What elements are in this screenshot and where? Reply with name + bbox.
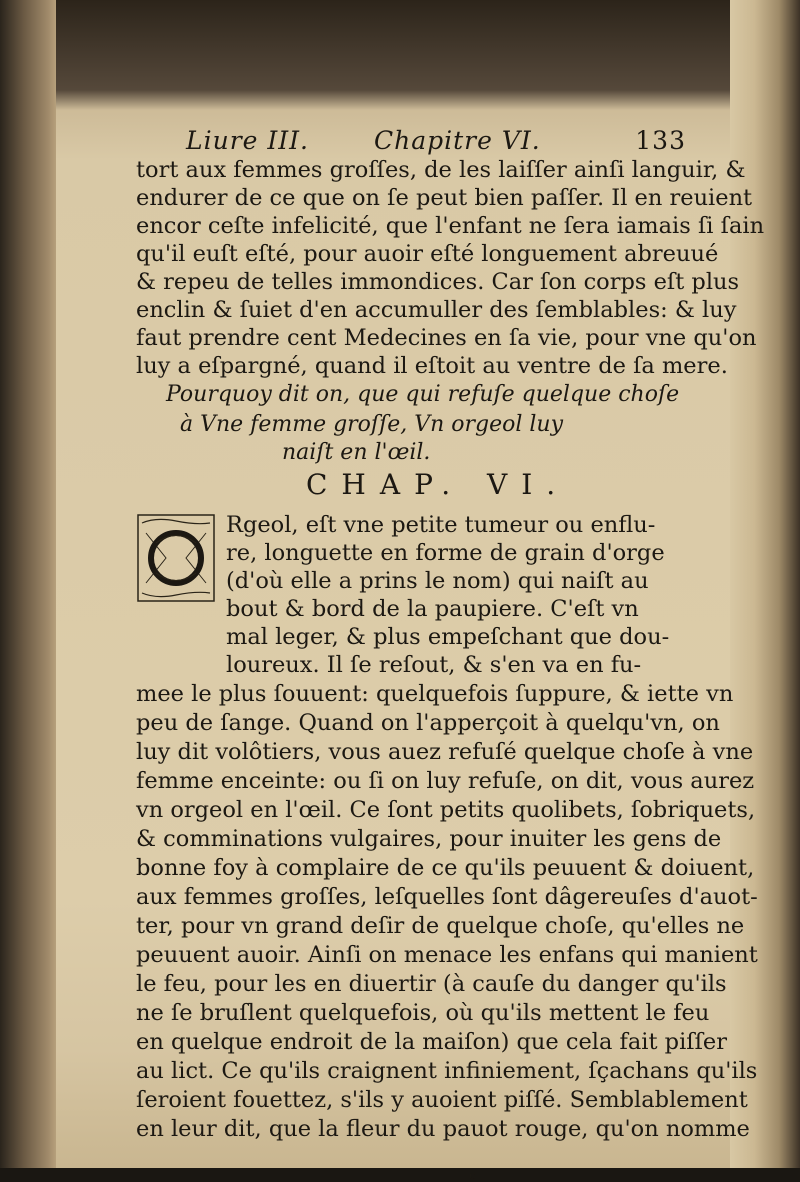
text-line: & repeu de telles immondices. Car ſon corps eſt plus (136, 269, 740, 295)
text-line: le feu, pour les en diuertir (à cauſe du danger qu'ils (136, 971, 727, 997)
text-line: mee le plus ſouuent: quelquefois ſuppure, & iette vn (136, 681, 734, 707)
question-line: à Vne femme groſſe, Vn orgeol luy (180, 412, 564, 437)
text-line: luy dit volôtiers, vous auez refuſé quelque choſe à vne (136, 739, 754, 765)
question-line: naiſt en l'œil. (282, 440, 431, 465)
text-line: encor ceſte infelicité, que l'enfant ne ſera iamais ſi ſain (136, 213, 765, 239)
text-line: enclin & ſuiet d'en accumuller des ſemblables: & luy (136, 297, 737, 323)
text-line: femme enceinte: ou ſi on luy refuſe, on dit, vous aurez (136, 768, 755, 794)
running-head-book: Liure III. (186, 126, 309, 155)
running-head (126, 118, 686, 158)
text-line: bout & bord de la paupiere. C'eſt vn (226, 596, 639, 622)
text-line: endurer de ce que on ſe peut bien paſſer. Il en reuient (136, 185, 753, 211)
text-line: & comminations vulgaires, pour inuiter les gens de (136, 826, 722, 852)
signature-mark: c (469, 1168, 476, 1182)
text-line: en quelque endroit de la maiſon) que cela fait piſſer (136, 1029, 727, 1055)
text-line: (d'où elle a prins le nom) qui naiſt au (226, 568, 649, 594)
question-line: Pourquoy dit on, que qui refuſe quelque choſe (166, 382, 680, 407)
text-line: vn orgeol en l'œil. Ce ſont petits quolibets, ſobriquets, (136, 797, 756, 823)
text-line: Rgeol, eſt vne petite tumeur ou enflu- (226, 512, 656, 538)
decorated-initial (136, 513, 216, 603)
running-head-chapter: Chapitre VI. (374, 126, 541, 155)
text-line: en leur dit, que la fleur du pauot rouge, qu'on nomme (136, 1116, 750, 1142)
text-line: loureux. Il ſe reſout, & s'en va en fu- (226, 652, 642, 678)
text-line: mal leger, & plus empeſchant que dou- (226, 624, 670, 650)
text-line: faut prendre cent Medecines en ſa vie, pour vne qu'on (136, 325, 757, 351)
text-line: peu de ſange. Quand on l'apperçoit à quelqu'vn, on (136, 710, 720, 736)
text-line: peuuent auoir. Ainſi on menace les enfans qui manient (136, 942, 758, 968)
text-line: luy a eſpargné, quand il eſtoit au ventre de ſa mere. (136, 353, 728, 379)
book-gutter (0, 0, 60, 1168)
initial-letter (162, 529, 198, 580)
text-line: qu'il euſt eſté, pour auoir eſté longuement abreuué (136, 241, 719, 267)
text-line: tort aux femmes groſſes, de les laiſſer ainſi languir, & (136, 157, 746, 183)
text-line: ſeroient fouettez, s'ils y auoient piſſé. Semblablement (136, 1087, 748, 1113)
text-line: ter, pour vn grand deſir de quelque choſe, qu'elles ne (136, 913, 745, 939)
chapter-heading: CHAP. VI. (306, 468, 570, 501)
text-line: aux femmes groſſes, leſquelles ſont dâgereuſes d'auot- (136, 884, 758, 910)
text-line: bonne foy à complaire de ce qu'ils peuuent & doiuent, (136, 855, 755, 881)
page-number: 133 (635, 126, 686, 155)
text-line: au lict. Ce qu'ils craignent infiniement, ſçachans qu'ils (136, 1058, 758, 1084)
text-line: re, longuette en forme de grain d'orge (226, 540, 665, 566)
text-line: ne ſe bruſlent quelquefois, où qu'ils mettent le feu (136, 1000, 710, 1026)
